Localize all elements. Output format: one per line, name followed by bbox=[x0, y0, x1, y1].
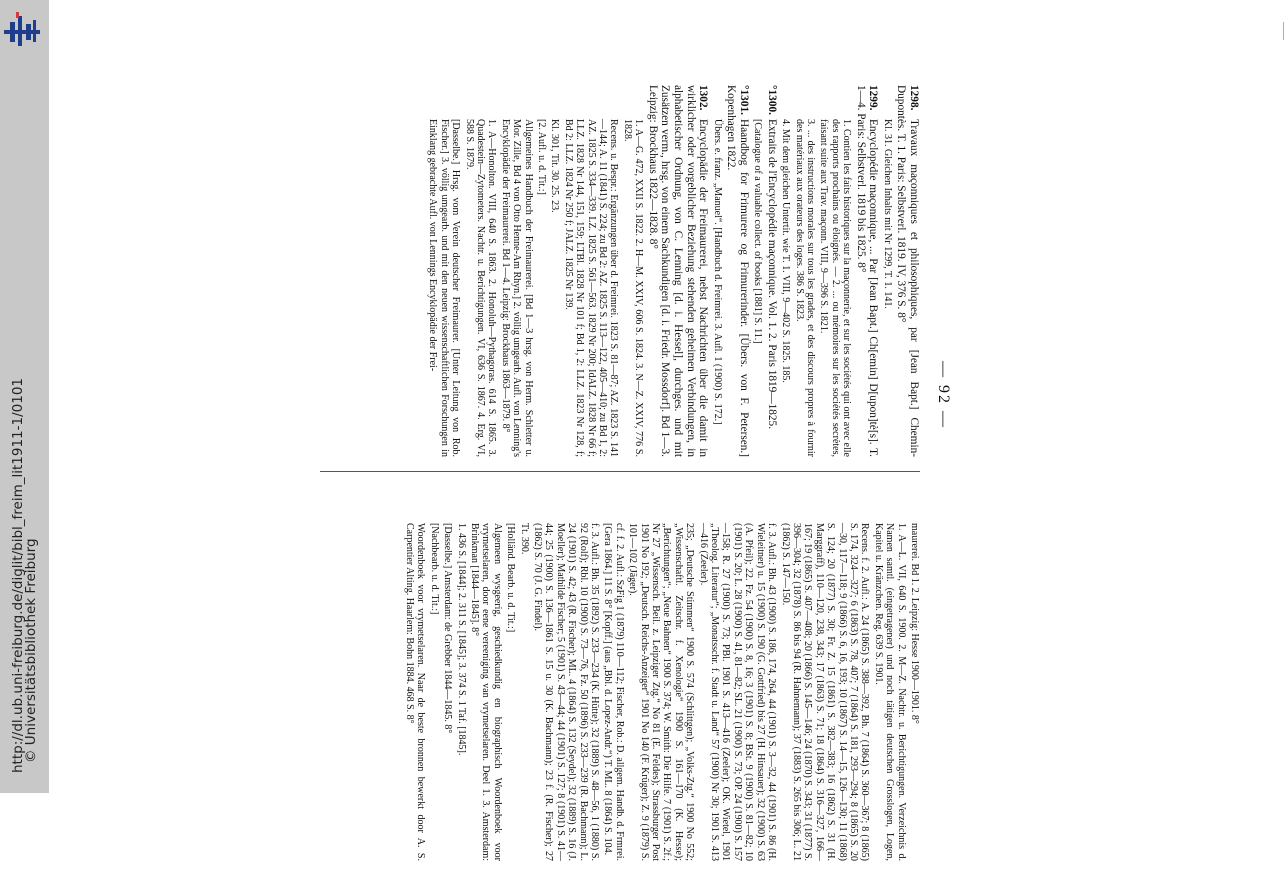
bibliography-entry bbox=[562, 85, 619, 457]
column-divider bbox=[320, 471, 920, 472]
entry-text: [2. Aufl. u. d. Tit.:] bbox=[535, 119, 547, 195]
entry-text: Extraits de l'Encyclopédie maçonnique. Vol. 1. 2. Paris 1819—1825. bbox=[765, 119, 778, 430]
entry-text: 1. A—G. 472, XXII S. 1822. 2. H—M. XXIV, 606 S. 1824. 3. N—Z. XXIV, 776 S. 1828. bbox=[621, 119, 645, 457]
entry-text: f. 3. Aufl.: Bh. 43 (1900) S. 186, 174, 264, 44 (1901) S. 3—32, 44 (1901) S. 86 (H. Wieleitner) u. 15 (1900) S. 190 (G. Gottfried) bis 27 (H. Hinsauer); 32 (1900) S. 63 (A. Pfeil); 22. Fz. 54 (1900) S. 8, 16; 3 (1901) S. 8; BSt. 9 (1900) S. 81—82; 10 (1901) S. 20; L. 28 (1900) S. 41, 81—82; SL. 21 (1900) S. 73; OP. 24 (1900) S. 157—158; R. 27 (1900) S. 73; PBl. 1901 S. 413—416 (Zeeler); OK. Wietel, 1901 „Theolog. Literatur“; „Monatsschr. f. Stadt u. Land“ 57 (1900) Nr 30; 1901 S. 413—416 (Zeeler). bbox=[697, 523, 778, 861]
entry-number: 1298. bbox=[908, 85, 920, 111]
entry-text: Allgemeines Handbuch der Freimaurerei. [Bd 1—3 hrsg. von Herm. Schletter u. Mor. Zille, Bd 4 von Otto Henne-Am Rhyn.] 2. völlig umgearb. Aufl. von Lenning's Encyklopädie der Freimaurerei. Bd 1—4. Leipzig: Brockhaus 1863—1879. 8° bbox=[499, 119, 534, 457]
left-column bbox=[310, 85, 920, 457]
entry-text: Travaux maçonniques et philosophiques, par [Jean Bapt.] Chemin-Dupontès. T. 1. Paris: Selbstverl. 1819. IV, 376 S. 8° bbox=[895, 85, 920, 457]
entry-text: [Holländ. Bearb. u. d. Tit.:] bbox=[505, 523, 517, 633]
bibliography-entry bbox=[404, 489, 427, 861]
bibliography-entry bbox=[793, 85, 816, 457]
entry-text: cf. f. 2. Aufl.: SzFig 1 (1879) 110—112; Fischer, Rob.: D. allgem. Handb. d. Frmrei. [Gera 1864.] 11 S. 8° [Kopff.] (aus „Bbl. d. Lopez-Andr.“) T. ML. 8 (1864) S. 104. bbox=[602, 523, 625, 861]
bibliography-entry bbox=[779, 489, 870, 861]
bibliography-entry bbox=[428, 489, 439, 861]
entry-text: 1. A—Honolton. VIII, 640 S. 1863. 2. Honoluh—Pythagoras. 614 S. 1865. 3. Quadestein—Zytometers. Nachtr. u. Berichtigungen. VI, 636 S. 1867. 4. Erg. VI, 588 S. 1879. bbox=[463, 119, 498, 457]
entry-text: Encyclopédie maçonnique, ... Par [Jean Bapt.] Ch[emin] D[upon]tè[s]. T. 1—4. Paris: Selbstverl. 1819 bis 1825. 8° bbox=[854, 85, 880, 457]
entry-text: [Catalogue of a valuable collect. of books [1881] S. 11.] bbox=[752, 119, 764, 344]
entry-number: °1301. bbox=[737, 85, 750, 115]
bibliography-entry bbox=[646, 85, 709, 457]
bibliography-entry bbox=[854, 85, 879, 457]
bibliography-entry bbox=[780, 85, 791, 457]
entry-text: 235; „Deutsche Stimmen“ 1900 S. 574 (Schlittgen); „Volks-Ztg.“ 1900 No 552; „Wissenschaftl. Zeitschr. f. Xenologie“ 1900 S. 161—170 (K. Hesse); „Berichtungen“; „Neue Bahnen“ 1900 S. 374; W. Smith: Die Hilfe. 7 (1901) S. 2f.; Nr 27 „Wissensch. Beil. z. Leipziger Ztg.“ No 81 (E. Feldes); Strassburger Post 1901 No 192; „Deutsch. Reichs-Anzeiger“ 1901 No 140 (F. Krüger); Z. 9 (1879) S. 101—102 (Jäger). bbox=[627, 523, 696, 861]
bibliography-entry bbox=[621, 85, 644, 457]
entry-text: Recens. u. Bespr.: Ergänzungen über d. Freimrei. 1823 S. 81—87; AZ. 1823 S. 141—144; A. 11 (1841) S. 224; zu Bd 2: AZ. 1825 S. 113—122, 405—410; zu Bd 1, 2: AZ. 1825 S. 334—339. LZ. 1825 S. 561—563. 1829 Nr 200; IdALZ. 1828 Nr 66 f; LLZ. 1828 Nr 144, 151, 159; LTBl. 1828 Nr 101 f; Bd 1, 2: LLZ. 1823 Nr 128, f; Bd 2: LLZ. 1824 Nr 250 f; JALZ. 1825 Nr 139. bbox=[562, 119, 620, 457]
right-column bbox=[310, 489, 920, 861]
viewer-sidebar bbox=[0, 0, 49, 793]
bibliography-entry bbox=[518, 489, 529, 861]
bibliography-entry bbox=[765, 85, 778, 457]
page-content bbox=[160, 85, 952, 861]
bibliography-entry bbox=[499, 85, 533, 457]
entry-text: Recens. f. 2. Aufl.: A. 24 (1865) S. 388—392, Bh. 7 (1864) S. 360—367; 8 (1865) S. 174, 324—327; 6 (1863) S. 78, 407; 7 (1864) S. 181, 293—294; 8 (1865) S. 20—30, 117—118; 9 (1866) S. 6, 16, 193; 10 (1867) S. 14—15, 126—130; 11 (1868) S. 124; 20 (1877) S. 30; Fr. Z. 15 (1861) S. 382—383; 16 (1862) S. 31 (H. Marggraff), 110—120, 238, 343; 17 (1863) S. 71; 18 (1864) S. 316—327, 166—167; 19 (1865) S. 407—408; 20 (1866) S. 145—146; 24 (1870) S. 343; 31 (1877) S. 396—304; 32 (1878) S. 86 bis 94 (R. Hahnemann); 37 (1883) S. 265 bis 306; L. 21 (1862) S. 147—150. bbox=[779, 523, 871, 861]
entry-text: 1. Contien les faits historiques sur la maçonnerie, et sur les sociétés qui ont avec elle des rapports prochains ou éloignés. — 2. ... ou mémoires sur les sociétés secrètes, faisant suite aux Trav. maçonn. VIII, 9—396 S. 1821. bbox=[818, 119, 853, 457]
copyright-text: © Universitätsbibliothek Freiburg bbox=[23, 538, 39, 763]
entry-text: 4. Mit dem gleichen Untertit. wie T. 1. VIII, 9—402 S. 1825. 185. bbox=[780, 119, 792, 383]
entry-number: 1299. bbox=[867, 85, 880, 111]
bibliography-entry bbox=[536, 85, 547, 457]
bibliography-entry bbox=[909, 489, 920, 861]
bibliography-entry bbox=[872, 489, 906, 861]
entry-text: Übers. e. franz. „Manuel“. [Handbuch d. Freimrei. 3. Aufl. 1 (1900) S. 172.] bbox=[711, 119, 723, 425]
bibliography-entry bbox=[818, 85, 852, 457]
bibliography-entry bbox=[549, 85, 560, 457]
entry-text: Algemeen wysgeerig, geschiedkundig en biographisch Woordenboek voor vrymetselaren, door eene vereeniging van vrymetselaren. Deel 1. 3. Amsterdam: Brinkman [1844—1845]. 8° bbox=[468, 523, 503, 861]
credit-text bbox=[12, 17, 38, 777]
source-url-link[interactable]: http://dl.ub.uni-freiburg.de/diglit/bibl_freim_lit1911-1/0101 bbox=[10, 377, 26, 773]
bibliography-entry bbox=[427, 85, 461, 457]
page-edge bbox=[1281, 0, 1287, 793]
bibliography-entry bbox=[469, 489, 503, 861]
entry-text: 3. ... des instructions morales sur tous les grades, et des discours propres à fournir des matériaux aux orateurs des loges. 386 S. 1823. bbox=[793, 119, 816, 457]
bibliography-entry bbox=[532, 489, 600, 861]
entry-text: 1. A—L. VII, 640 S. 1900. 2. M—Z. Nachtr. u. Berichtigungen. Verzeichnis d. Namen samtl. (eingetragener) und noch tätigen deutschen Grosslogen, Logen, Kapitel u. Kränzchen. Reg. 639 S. 1901. bbox=[872, 523, 907, 861]
bibliography-entry bbox=[602, 489, 625, 861]
bibliography-entry bbox=[442, 489, 453, 861]
bibliography-entry bbox=[895, 85, 920, 457]
entry-text: 1. 436 S. [1844]; 2. 311 S. [1845]; 3. 374 S. 1 Taf. [1845]. bbox=[455, 523, 467, 756]
scroll-marker bbox=[1283, 22, 1284, 40]
bibliography-entry bbox=[881, 85, 892, 457]
entry-text: Woordenboek voor vrymetselaren. Naar de beste bronnen bewerkt door A. S. Carpentier Alting. Haarlem: Bohn 1884. 468 S. 8° bbox=[403, 523, 427, 861]
entry-number: °1300. bbox=[765, 85, 778, 115]
bibliography-entry bbox=[752, 85, 763, 457]
entry-text: [Dasselbe.] Amsterdam: de Grebber 1844—1845. 8° bbox=[442, 523, 454, 734]
bibliography-entry bbox=[455, 489, 466, 861]
bibliography-entry bbox=[725, 85, 750, 457]
entry-text: Encyclopädie der Freimaurerei, nebst Nachrichten über die damit in wirklicher oder vorgeblicher Beziehung stehenden geheimen Verbindungen, in alphabetischer Ordnung, von C. Lenning [d. i. Hessel], durchges. und mit Zusätzen verm., hrsg. von einem Sachkundigen [d. i. Friedr. Mossdorf]. Bd 1—3. Leipzig: Brockhaus 1822—1828. 8° bbox=[646, 85, 710, 457]
bibliography-entry bbox=[627, 489, 695, 861]
entry-text: Kl. 31. Gleichen Inhalts mit Nr 1299, T. 1. 141. bbox=[881, 119, 893, 309]
page-number: — 92 — bbox=[935, 361, 952, 429]
entry-text: Tt. 390. bbox=[518, 523, 530, 555]
entry-text: Haandbog for Frimurere og Frimurerinder. [Übers. von F. Petersen.] Kopenhagen 1822. bbox=[725, 85, 750, 457]
bibliography-entry bbox=[697, 489, 777, 861]
bibliography-entry bbox=[463, 85, 497, 457]
bibliography-entry bbox=[505, 489, 516, 861]
entry-text: [Nachbearb. u. d. Tit.:] bbox=[428, 523, 440, 615]
entry-text: [Dasselbe.] Hrsg. vom Verein deutscher Freimaurer. [Unter Leitung von Rob. Fischer.] 3. völlig umgearb. und mit den neuen wissenschaftlichen Forschungen in Einklang gebrachte Aufl. von Lennings Encyklopädie der Frei- bbox=[427, 119, 462, 457]
scanned-page bbox=[160, 85, 952, 875]
entry-text: f. 3. Aufl.: Bh. 35 (1892) S. 233—234 (K. Hütte); 32 (1889) S. 48—56, 1 (1880) S. 92 (Rolf); Rbl. 10 (1900) S. 73—76, Fz. 50 (1896) S. 233—239 (R. Bachmann); L. 24 (1901) S. 42; 43 (R. Fischer); ML. 4 (1864) S. 132 (Seydel); 32 (1889) S. 16 (J. Moeller); Mathilde Fischer; 5 (1901) S. 43—44; 44 (1901) S. 127; 8 (1901) S. 41—44; 25 (1900) S. 136—1861 S. 15 u. 30 (K. Bachmann); 23 f. (R. Fischer); 27 (1862) S. 70 (J. G. Findel). bbox=[532, 523, 601, 861]
entry-number: 1302. bbox=[697, 85, 710, 111]
entry-text: maurerei. Bd 1. 2. Leipzig: Hesse 1900—1901. 8° bbox=[909, 523, 920, 724]
bibliography-entry bbox=[711, 85, 722, 457]
entry-text: Kl. 301, Tit. 30. 25. 23. bbox=[549, 119, 561, 213]
